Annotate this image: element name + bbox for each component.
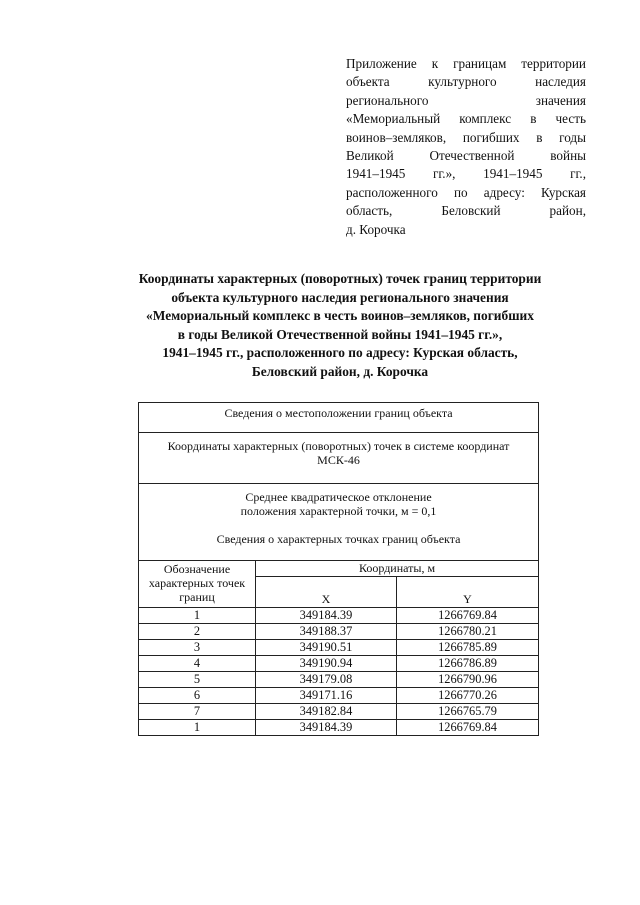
cell-y: 1266769.84 <box>397 720 539 736</box>
table-row <box>139 640 539 656</box>
cell-x: 349184.39 <box>256 608 397 624</box>
section-points: Сведения о характерных точках границ объекта <box>216 532 461 546</box>
appendix-line: регионального значения <box>346 92 586 108</box>
appendix-line: воинов–земляков, погибших в годы <box>346 129 586 145</box>
deviation-line1: Среднее квадратическое отклонение <box>245 490 432 504</box>
cell-x: 349179.08 <box>256 672 397 688</box>
section-coordinate-system-line1: Координаты характерных (поворотных) точек в системе координат <box>167 439 510 453</box>
cell-x: 349188.37 <box>256 624 397 640</box>
cell-x: 349190.51 <box>256 640 397 656</box>
title-line: Координаты характерных (поворотных) точек границ территории <box>138 271 542 286</box>
header-coordinates: Координаты, м <box>256 561 539 577</box>
cell-y: 1266770.26 <box>397 688 539 704</box>
cell-point: 7 <box>139 704 256 720</box>
section-deviation <box>139 484 539 561</box>
appendix-line: область, Беловский район, <box>346 203 586 219</box>
section-coordinate-system-line2: МСК-46 <box>317 453 360 467</box>
table-row <box>139 624 539 640</box>
cell-point: 5 <box>139 672 256 688</box>
appendix-line: Великой Отечественной войны <box>346 148 586 164</box>
cell-y: 1266765.79 <box>397 704 539 720</box>
cell-point: 6 <box>139 688 256 704</box>
section-coordinate-system <box>139 433 539 484</box>
appendix-line: объекта культурного наследия <box>346 74 586 90</box>
table-row <box>139 656 539 672</box>
coordinates-table <box>138 402 539 736</box>
appendix-line: расположенного по адресу: Курская <box>346 184 586 200</box>
cell-y: 1266769.84 <box>397 608 539 624</box>
table-row <box>139 704 539 720</box>
title-line: 1941–1945 гг., расположенного по адресу: Курская область, <box>162 345 518 361</box>
cell-point: 2 <box>139 624 256 640</box>
document-title <box>90 270 590 382</box>
appendix-line: Приложение к границам территории <box>346 56 586 71</box>
title-line: «Мемориальный комплекс в честь воинов–земляков, погибших <box>146 308 534 324</box>
cell-y: 1266785.89 <box>397 640 539 656</box>
cell-point: 1 <box>139 720 256 736</box>
deviation-line2: положения характерной точки, м = 0,1 <box>240 504 437 518</box>
title-line: Беловский район, д. Корочка <box>251 363 429 379</box>
section-location: Сведения о местоположении границ объекта <box>139 403 539 433</box>
cell-y: 1266786.89 <box>397 656 539 672</box>
cell-x: 349190.94 <box>256 656 397 672</box>
table-row <box>139 688 539 704</box>
appendix-line: 1941–1945 гг.», 1941–1945 гг., <box>346 166 586 182</box>
cell-y: 1266790.96 <box>397 672 539 688</box>
appendix-line: «Мемориальный комплекс в честь <box>346 111 586 127</box>
cell-point: 4 <box>139 656 256 672</box>
appendix-note <box>346 55 586 239</box>
appendix-line: д. Корочка <box>346 221 406 237</box>
table-row <box>139 672 539 688</box>
header-y: Y <box>397 576 539 607</box>
cell-x: 349171.16 <box>256 688 397 704</box>
table-row <box>139 720 539 736</box>
title-line: объекта культурного наследия регионального значения <box>171 289 509 305</box>
cell-point: 3 <box>139 640 256 656</box>
cell-x: 349182.84 <box>256 704 397 720</box>
cell-point: 1 <box>139 608 256 624</box>
header-point-label: Обозначение характерных точек границ <box>139 561 256 608</box>
header-x: X <box>256 576 397 607</box>
cell-x: 349184.39 <box>256 720 397 736</box>
title-line: в годы Великой Отечественной войны 1941–1945 гг.», <box>177 326 503 342</box>
table-row <box>139 608 539 624</box>
cell-y: 1266780.21 <box>397 624 539 640</box>
